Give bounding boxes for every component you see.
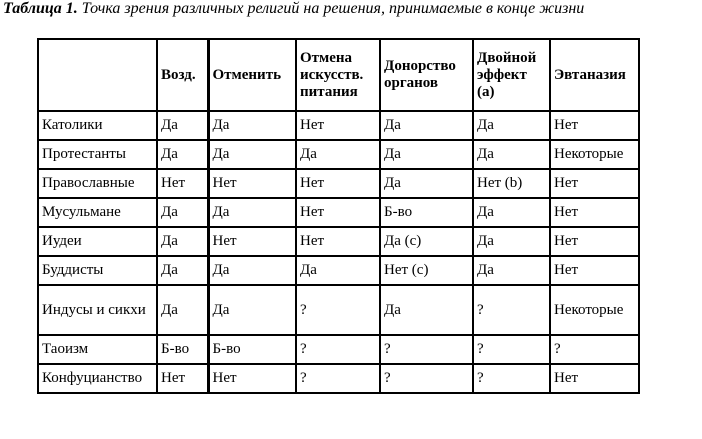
table-cell: Да (с) <box>380 227 473 256</box>
caption-label: Таблица 1. <box>3 0 78 17</box>
header-cell: Отмена искусств. питания <box>296 39 380 111</box>
table-row <box>38 335 639 364</box>
table-cell: ? <box>473 285 550 335</box>
table-row <box>38 364 639 393</box>
row-label: Католики <box>38 111 157 140</box>
row-label: Буддисты <box>38 256 157 285</box>
table-cell: Да <box>208 111 296 140</box>
table-cell: Нет <box>157 364 208 393</box>
table-cell: Да <box>380 285 473 335</box>
table-cell: Нет <box>550 198 639 227</box>
table-cell: Да <box>296 256 380 285</box>
table-cell: ? <box>380 364 473 393</box>
row-label: Православные <box>38 169 157 198</box>
table-cell: Нет <box>296 111 380 140</box>
table-cell: Да <box>157 111 208 140</box>
table-cell: Да <box>208 256 296 285</box>
table-cell: Нет <box>208 169 296 198</box>
caption-text: Точка зрения различных религий на решения, принимаемые в конце жизни <box>81 0 585 17</box>
table-cell: Да <box>380 140 473 169</box>
table-cell: ? <box>296 364 380 393</box>
table-cell: ? <box>296 335 380 364</box>
table-cell: Да <box>473 227 550 256</box>
table-cell: Нет <box>296 198 380 227</box>
table-cell: Нет <box>208 364 296 393</box>
table-caption <box>3 0 584 18</box>
table-cell: Да <box>380 111 473 140</box>
table-cell: Да <box>473 111 550 140</box>
row-label: Индусы и сикхи <box>38 285 157 335</box>
table-cell: ? <box>550 335 639 364</box>
table-cell: Да <box>473 198 550 227</box>
table-cell: Да <box>208 140 296 169</box>
table-cell: Нет (b) <box>473 169 550 198</box>
table-cell: Да <box>157 256 208 285</box>
table-cell: Нет <box>157 169 208 198</box>
table-cell: Некоторые <box>550 285 639 335</box>
table-cell: Нет <box>550 256 639 285</box>
table-cell: Да <box>208 285 296 335</box>
table-cell: Да <box>157 285 208 335</box>
table-cell: Б-во <box>380 198 473 227</box>
table-cell: Б-во <box>157 335 208 364</box>
table-cell: Нет <box>550 169 639 198</box>
table-row <box>38 169 639 198</box>
table-row <box>38 140 639 169</box>
table-row <box>38 256 639 285</box>
header-cell: Двойной эффект (а) <box>473 39 550 111</box>
table-cell: Б-во <box>208 335 296 364</box>
header-cell: Возд. <box>157 39 208 111</box>
row-label: Иудеи <box>38 227 157 256</box>
header-row <box>38 39 639 111</box>
table-cell: Да <box>157 140 208 169</box>
header-cell: Отменить <box>208 39 296 111</box>
table-cell: Нет <box>296 169 380 198</box>
table-cell: Нет <box>550 364 639 393</box>
table-cell: ? <box>380 335 473 364</box>
header-cell: Эвтаназия <box>550 39 639 111</box>
table-cell: Да <box>208 198 296 227</box>
row-label: Мусульмане <box>38 198 157 227</box>
row-label: Конфуцианство <box>38 364 157 393</box>
table-cell: Да <box>157 227 208 256</box>
table-cell: Нет <box>296 227 380 256</box>
table-row <box>38 198 639 227</box>
table-cell: Нет <box>208 227 296 256</box>
table-cell: Да <box>473 140 550 169</box>
table-cell: Да <box>380 169 473 198</box>
row-label: Протестанты <box>38 140 157 169</box>
table-cell: ? <box>473 335 550 364</box>
header-cell: Донорство органов <box>380 39 473 111</box>
table-cell: Нет <box>550 111 639 140</box>
table-cell: ? <box>296 285 380 335</box>
table-cell: ? <box>473 364 550 393</box>
table-cell: Нет <box>550 227 639 256</box>
header-cell <box>38 39 157 111</box>
table-row <box>38 227 639 256</box>
table-cell: Нет (с) <box>380 256 473 285</box>
table-cell: Да <box>296 140 380 169</box>
table-cell: Некоторые <box>550 140 639 169</box>
row-label: Таоизм <box>38 335 157 364</box>
table-cell: Да <box>473 256 550 285</box>
table-row <box>38 111 639 140</box>
table-cell: Да <box>157 198 208 227</box>
table-row <box>38 285 639 335</box>
religions-table <box>37 38 640 394</box>
